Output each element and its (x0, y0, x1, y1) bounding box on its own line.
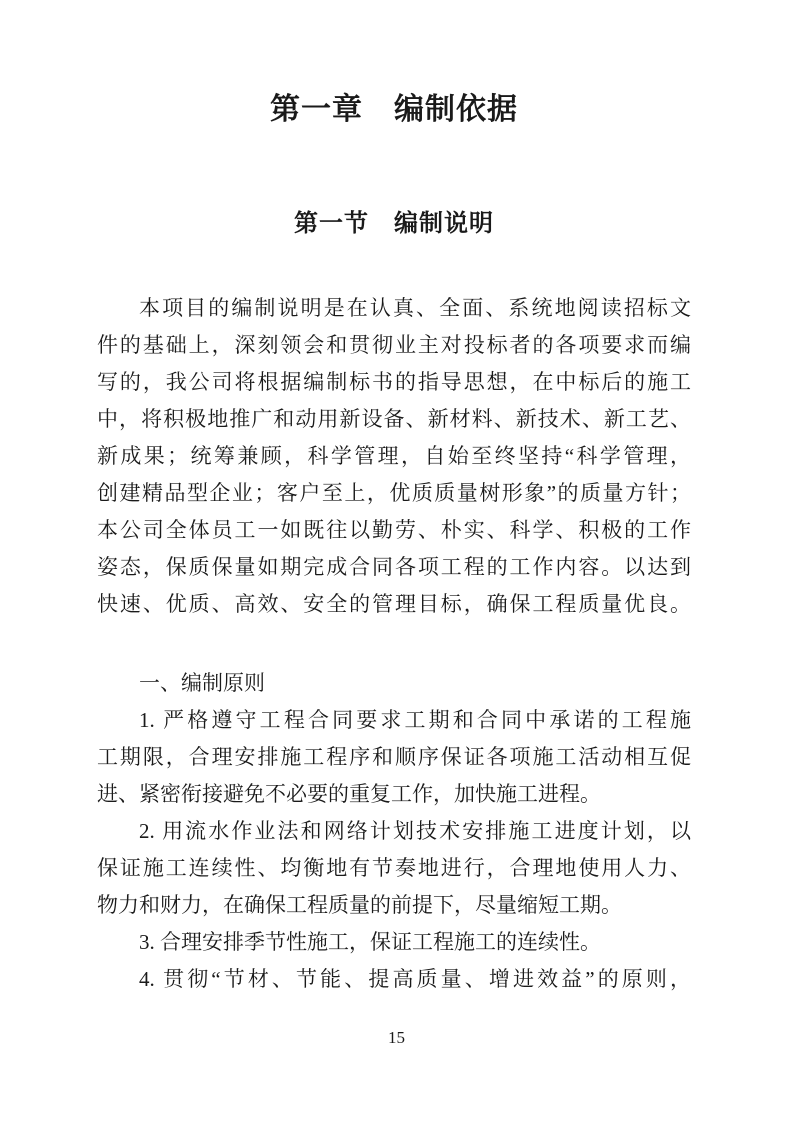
text-line: 快速、优质、高效、安全的管理目标，确保工程质量优良。 (97, 592, 691, 616)
text-line: 件的基础上，深刻领会和贯彻业主对投标者的各项要求而编 (97, 333, 691, 357)
text-line: 工期限，合理安排施工程序和顺序保证各项施工活动相互促 (97, 745, 691, 769)
text-line: 中，将积极地推广和动用新设备、新材料、新技术、新工艺、 (97, 407, 691, 431)
text-line: 4. 贯彻“节材、节能、提高质量、增进效益”的原则， (139, 967, 691, 991)
text-line: 本项目的编制说明是在认真、全面、系统地阅读招标文 (139, 296, 691, 320)
text-line: 本公司全体员工一如既往以勤劳、朴实、科学、积极的工作 (97, 518, 691, 542)
text-line: 一、编制原则 (139, 671, 265, 695)
text-line: 2. 用流水作业法和网络计划技术安排施工进度计划，以 (139, 819, 691, 843)
blank-line (97, 623, 691, 665)
chapter-title: 第一章 编制依据 (270, 93, 518, 126)
text-line: 新成果；统筹兼顾，科学管理，自始至终坚持“科学管理， (97, 444, 691, 468)
text-line: 1. 严格遵守工程合同要求工期和合同中承诺的工程施 (139, 708, 691, 732)
section-title: 第一节 编制说明 (294, 211, 494, 237)
text-line: 写的，我公司将根据编制标书的指导思想，在中标后的施工 (97, 370, 691, 394)
text-line: 创建精品型企业；客户至上，优质质量树形象”的质量方针； (97, 481, 691, 505)
page-content (97, 0, 691, 998)
text-line: 进、紧密衔接避免不必要的重复工作，加快施工进程。 (97, 782, 601, 806)
text-line: 姿态，保质保量如期完成合同各项工程的工作内容。以达到 (97, 555, 691, 579)
text-line: 物力和财力，在确保工程质量的前提下，尽量缩短工期。 (97, 893, 622, 917)
document-body (97, 290, 691, 998)
text-line: 3. 合理安排季节性施工，保证工程施工的连续性。 (139, 930, 601, 954)
text-line: 保证施工连续性、均衡地有节奏地进行，合理地使用人力、 (97, 856, 691, 880)
page-number: 15 (388, 1028, 405, 1047)
